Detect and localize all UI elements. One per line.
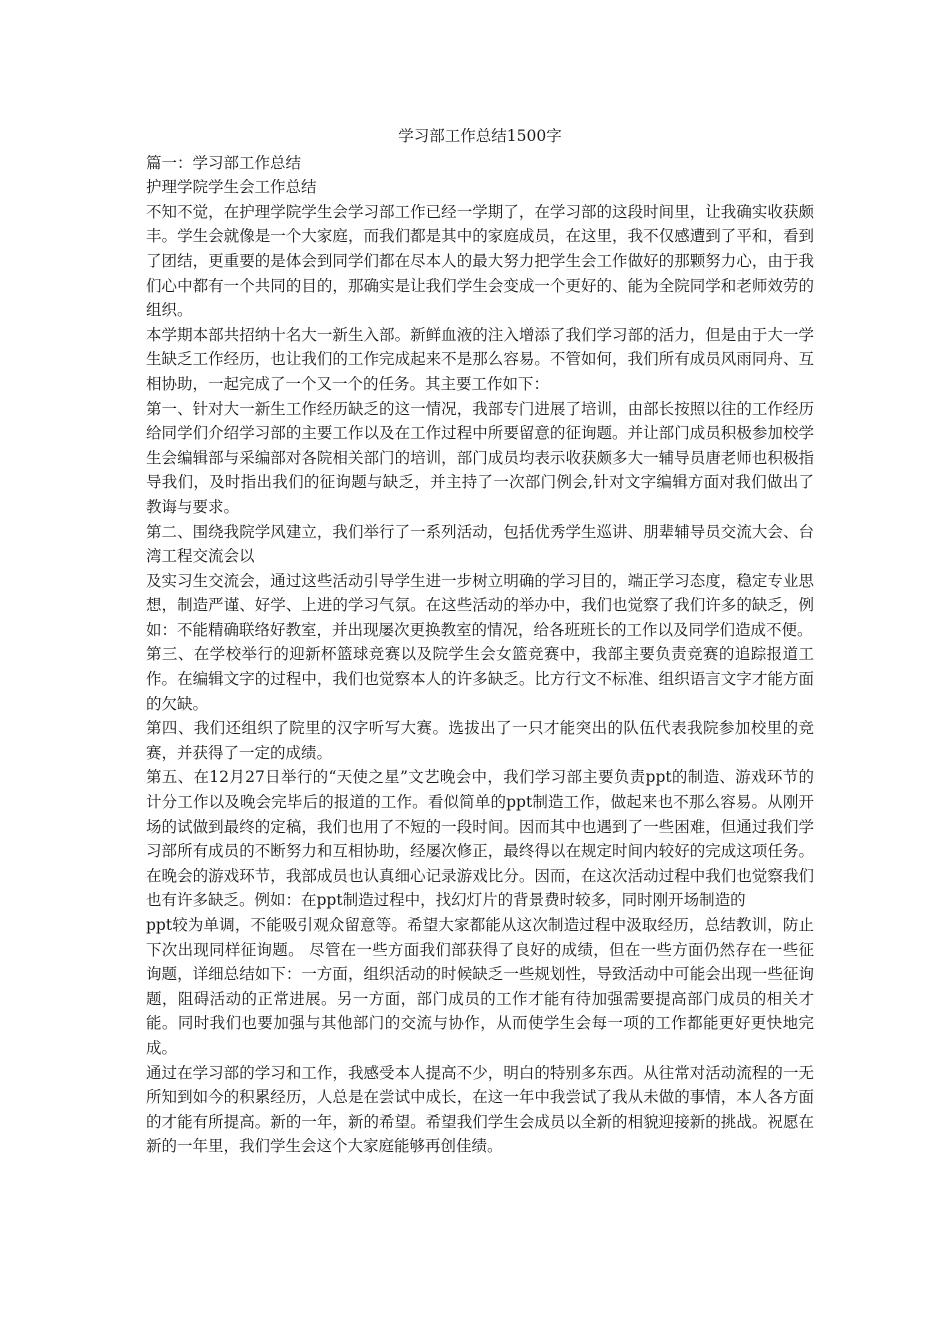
paragraph-12: 通过在学习部的学习和工作，我感受本人提高不少，明白的特别多东西。从往常对活动流程的一无所知到如今的积累经历，人总是在尝试中成长，在这一年中我尝试了我从未做的事情，本人各方面的才能有所提高。新的一年，新的希望。希望我们学生会成员以全新的相貌迎接新的挑战。祝愿在新的一年里，我们学生会这个大家庭能够再创佳绩。: [146, 1063, 814, 1156]
paragraph-11: ppt较为单调，不能吸引观众留意等。希望大家都能从这次制造过程中汲取经历，总结教训，防止下次出现同样征询题。 尽管在一些方面我们部获得了良好的成绩，但在一些方面仍然存在一些征询题，详细总结如下：一方面，组织活动的时候缺乏一些规划性，导致活动中可能会出现一些征询题，阻碍活动的正常进展。另一方面，部门成员的工作才能有待加强需要提高部门成员的相关才能。同时我们也要加强与其他部门的交流与协作，从而使学生会每一项的工作都能更好更快地完成。: [146, 916, 814, 1057]
document-page: [146, 124, 814, 1159]
paragraph-1: 篇一：学习部工作总结: [146, 153, 302, 172]
paragraph-7: 及实习生交流会，通过这些活动引导学生进一步树立明确的学习目的，端正学习态度，稳定专业思想，制造严谨、好学、上进的学习气氛。在这些活动的举办中，我们也觉察了我们许多的缺乏，例如：不能精确联络好教室，并出现屡次更换教室的情况，给各班班长的工作以及同学们造成不便。: [146, 571, 814, 639]
paragraph-4: 本学期本部共招纳十名大一新生入部。新鲜血液的注入增添了我们学习部的活力，但是由于大一学生缺乏工作经历，也让我们的工作完成起来不是那么容易。不管如何，我们所有成员风雨同舟、互相协助，一起完成了一个又一个的任务。其主要工作如下：: [146, 325, 814, 393]
paragraph-8: 第三、在学校举行的迎新杯篮球竞赛以及院学生会女篮竞赛中，我部主要负责竞赛的追踪报道工作。在编辑文字的过程中，我们也觉察本人的许多缺乏。比方行文不标准、组织语言文字才能方面的欠缺。: [146, 645, 814, 713]
paragraph-3: 不知不觉，在护理学院学生会学习部工作已经一学期了，在学习部的这段时间里，让我确实收获颇丰。学生会就像是一个大家庭，而我们都是其中的家庭成员，在这里，我不仅感遭到了平和，看到了团结，更重要的是体会到同学们都在尽本人的最大努力把学生会工作做好的那颗努力心，由于我们心中都有一个共同的目的，那确实是让我们学生会变成一个更好的、能为全院同学和老师效劳的组织。: [146, 202, 814, 320]
paragraph-6: 第二、围绕我院学风建立，我们举行了一系列活动，包括优秀学生巡讲、朋辈辅导员交流大会、台湾工程交流会以: [146, 522, 814, 566]
paragraph-9: 第四、我们还组织了院里的汉字听写大赛。选拔出了一只才能突出的队伍代表我院参加校里的竞赛，并获得了一定的成绩。: [146, 719, 814, 762]
paragraph-2: 护理学院学生会工作总结: [146, 178, 317, 197]
document-title: 学习部工作总结1500字: [398, 127, 562, 145]
paragraph-10: 第五、在12月27日举行的“天使之星”文艺晚会中，我们学习部主要负责ppt的制造、游戏环节的计分工作以及晚会完毕后的报道的工作。看似简单的ppt制造工作，做起来也不那么容易。从刚开场的试做到最终的定稿，我们也用了不短的一段时间。因而其中也遇到了一些困难，但通过我们学习部所有成员的不断努力和互相协助，经屡次修正，最终得以在规定时间内较好的完成这项任务。在晚会的游戏环节，我部成员也认真细心记录游戏比分。因而，在这次活动过程中我们也觉察我们也有许多缺乏。例如：在ppt制造过程中，找幻灯片的背景费时较多，同时刚开场制造的: [146, 768, 814, 910]
paragraph-5: 第一、针对大一新生工作经历缺乏的这一情况，我部专门进展了培训，由部长按照以往的工作经历给同学们介绍学习部的主要工作以及在工作过程中所要留意的征询题。并让部门成员积极参加校学生会编辑部与采编部对各院相关部门的培训，部门成员均表示收获颇多大一辅导员唐老师也积极指导我们，及时指出我们的征询题与缺乏，并主持了一次部门例会,针对文字编辑方面对我们做出了教诲与要求。: [146, 399, 814, 516]
